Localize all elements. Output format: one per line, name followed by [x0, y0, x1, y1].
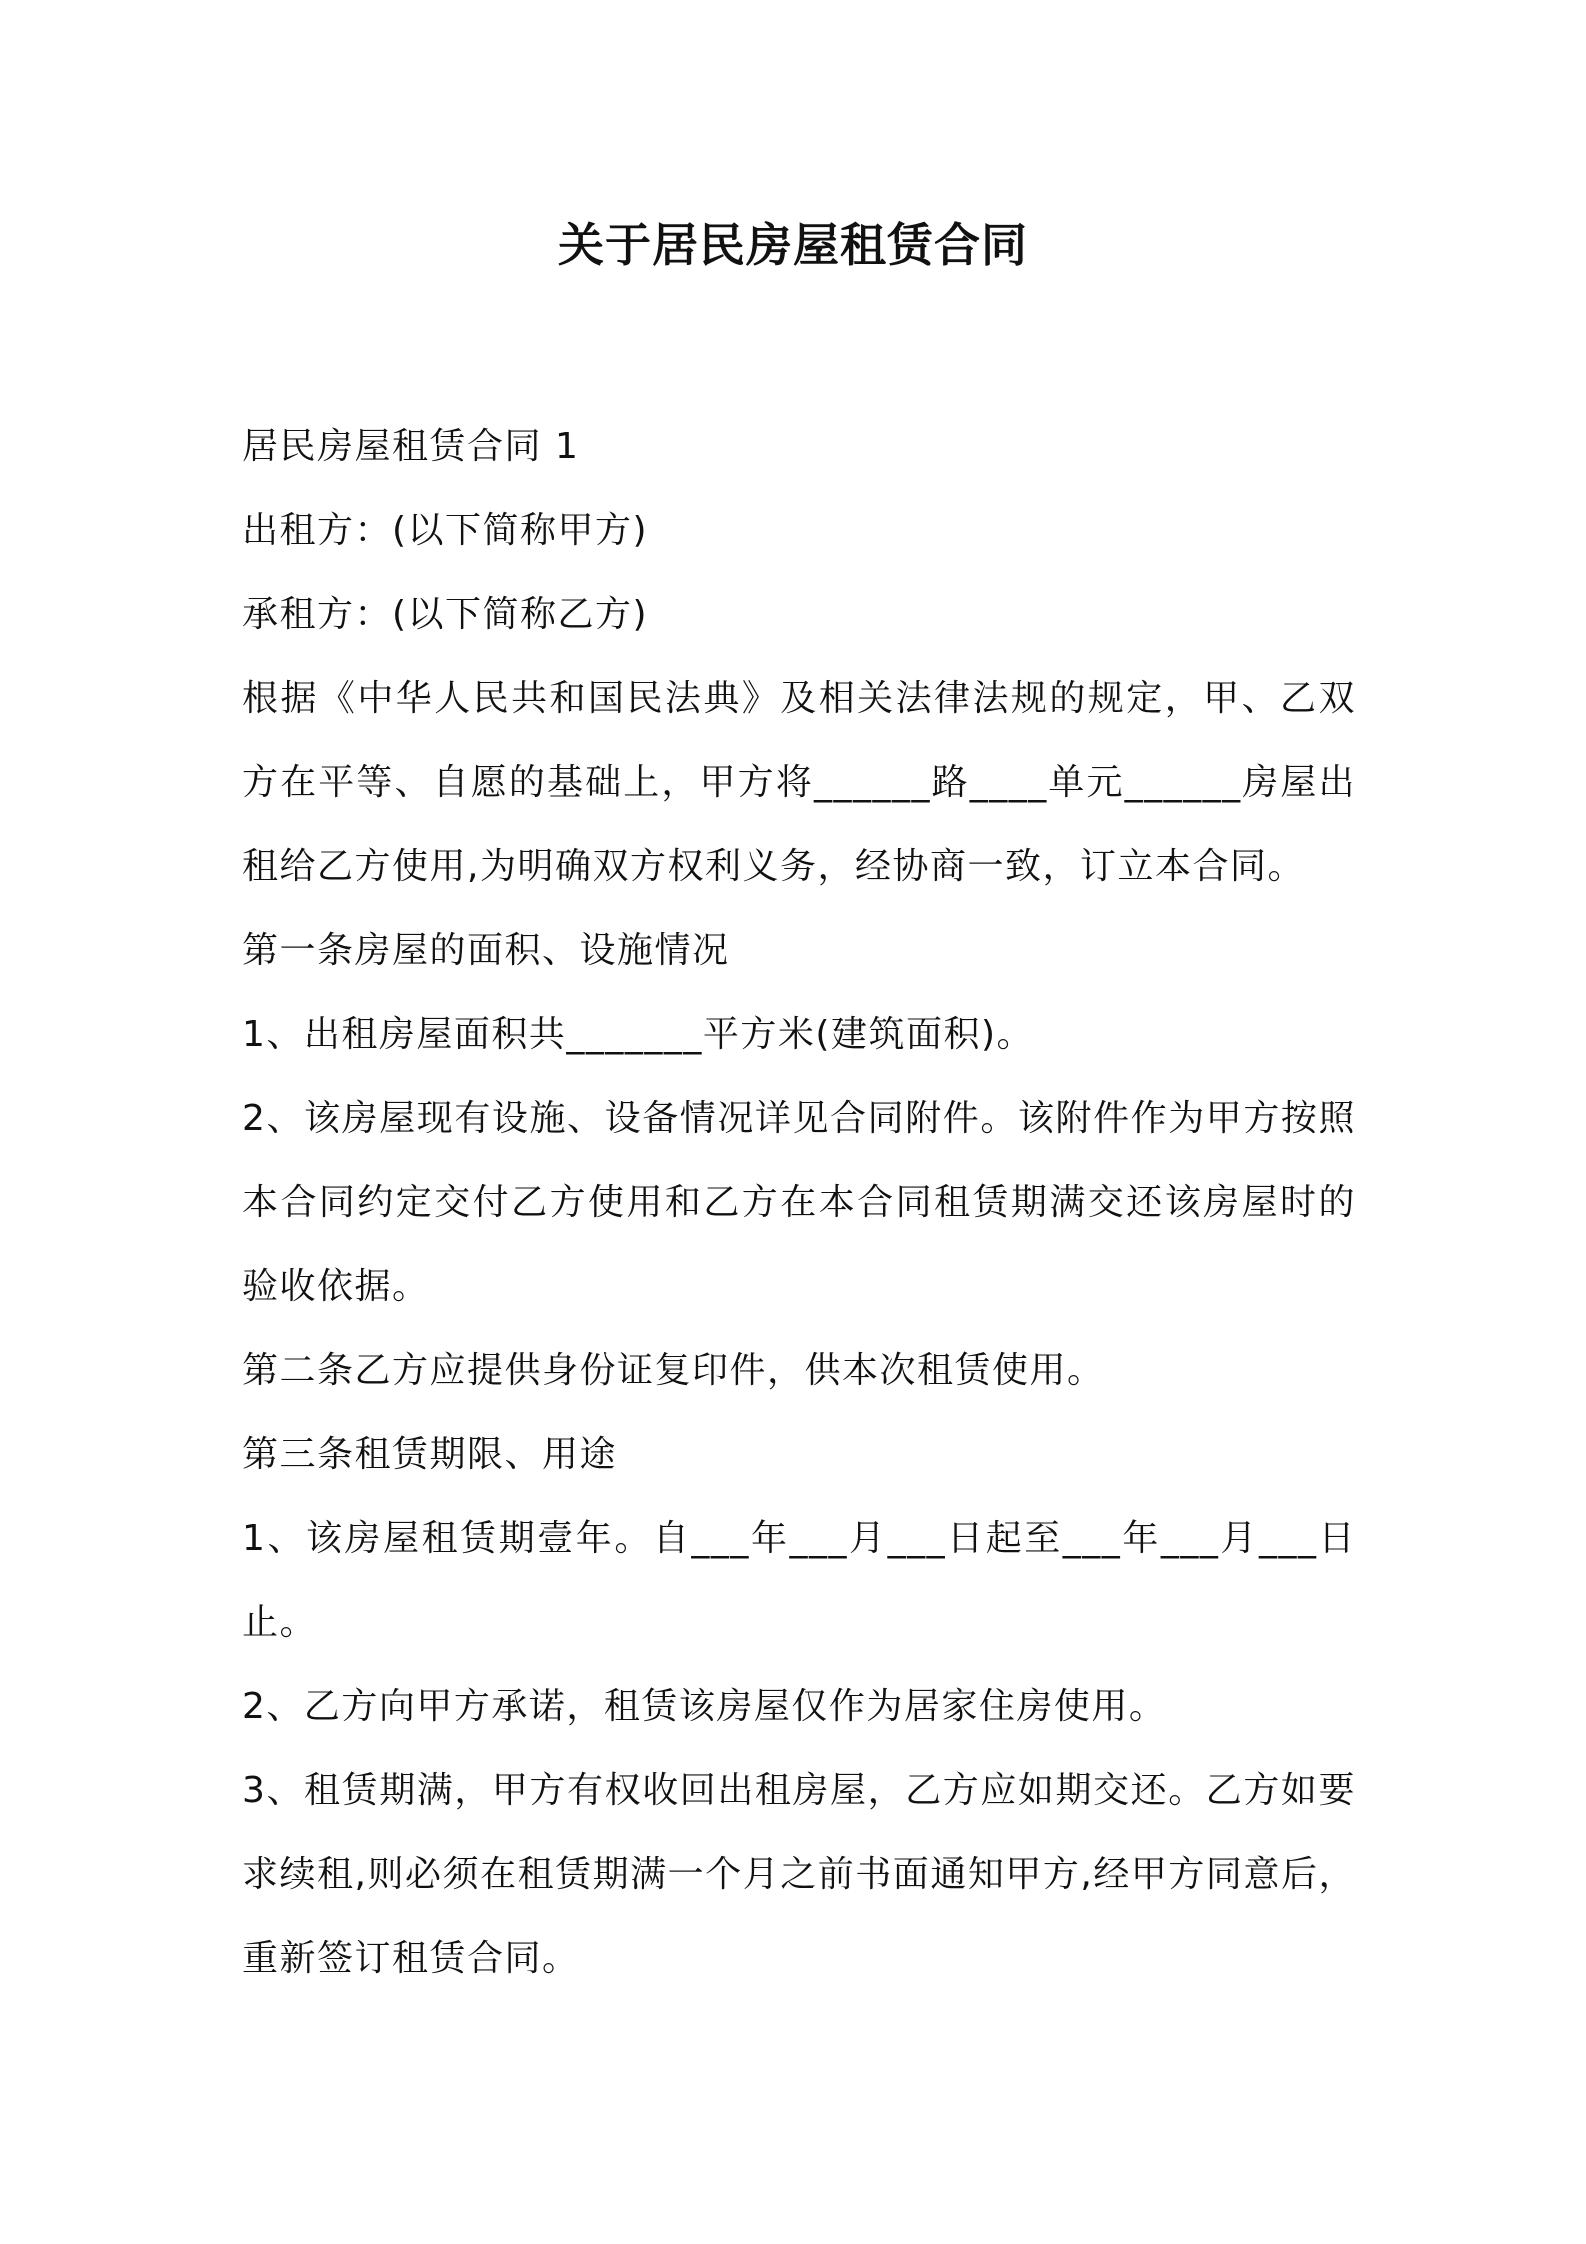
article-1-item-2: 2、该房屋现有设施、设备情况详见合同附件。该附件作为甲方按照本合同约定交付乙方使用和乙方在本合同租赁期满交还该房屋时的验收依据。 — [242, 1098, 1356, 1307]
article-1-heading: 第一条房屋的面积、设施情况 — [242, 930, 730, 971]
article-3-heading: 第三条租赁期限、用途 — [242, 1434, 618, 1475]
article-2-heading: 第二条乙方应提供身份证复印件，供本次租赁使用。 — [242, 1350, 1105, 1391]
article-3-item-3: 3、租赁期满，甲方有权收回出租房屋，乙方应如期交还。乙方如要求续租,则必须在租赁期满一个月之前书面通知甲方,经甲方同意后，重新签订租赁合同。 — [242, 1770, 1356, 1979]
article-3-item-2: 2、乙方向甲方承诺，租赁该房屋仅作为居家住房使用。 — [242, 1686, 1167, 1727]
lessor-line: 出租方：(以下简称甲方) — [242, 510, 649, 551]
preamble-paragraph: 根据《中华人民共和国民法典》及相关法律法规的规定，甲、乙双方在平等、自愿的基础上，甲方将______路____单元______房屋出租给乙方使用,为明确双方权利义务，经协商一致，订立本合同。 — [242, 678, 1356, 887]
document-title: 关于居民房屋租赁合同 — [558, 218, 1028, 272]
contract-heading: 居民房屋租赁合同 1 — [242, 426, 580, 467]
article-3-item-1: 1、该房屋租赁期壹年。自___年___月___日起至___年___月___日止。 — [242, 1518, 1356, 1643]
lessee-line: 承租方：(以下简称乙方) — [242, 594, 649, 635]
document-body — [242, 405, 1356, 2001]
article-1-item-1: 1、出租房屋面积共_______平方米(建筑面积)。 — [242, 1014, 1034, 1055]
